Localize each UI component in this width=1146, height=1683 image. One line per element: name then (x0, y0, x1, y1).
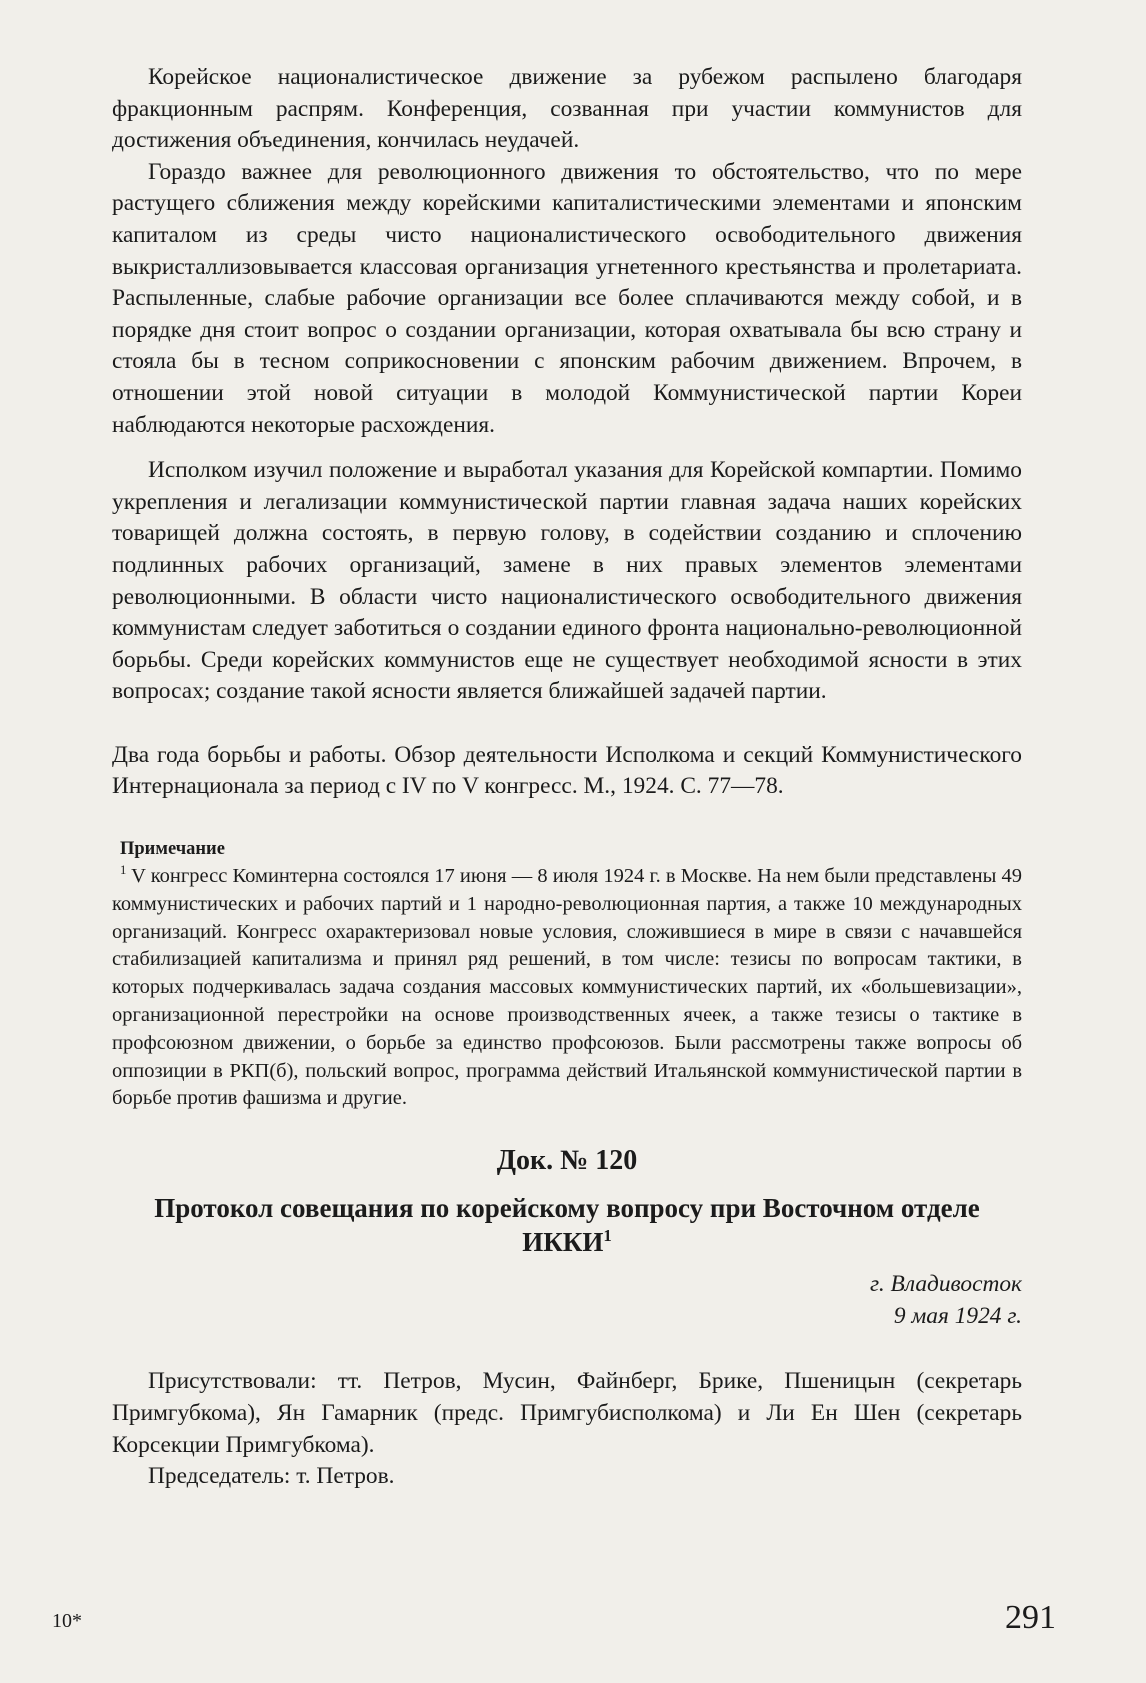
chairman-line: Председатель: т. Петров. (148, 1463, 395, 1490)
attendees-list: Присутствовали: тт. Петров, Мусин, Файнберг, Брике, Пшеницын (секретарь Примгубкома), Ян Гамарник (предс. Примгубисполкома) и Ли Ен Шен (секретарь Корсекции Примгубкома). (112, 1368, 1022, 1458)
page-content (112, 62, 1022, 1493)
document-title-text: Протокол совещания по корейскому вопросу при Восточном отделе ИККИ (154, 1193, 980, 1258)
document-title-footnote-marker: 1 (603, 1226, 612, 1246)
footnote-marker: 1 (120, 863, 127, 878)
page-number: 291 (1005, 1599, 1056, 1636)
footnote-text: V конгресс Коминтерна состоялся 17 июня — 8 июля 1924 г. в Москве. На нем были представлены 49 коммунистических и рабочих партий и 1 народно-революционная партия, а также 10 международных организаций. Конгресс охарактеризовал новые условия, сложившиеся в мире в связи с начавшейся стабилизацией капитализма и принял ряд решений, в том числе: тезисы по вопросам тактики, в которых подчеркивалась задача создания массовых коммунистических партий, их «большевизации», организационной перестройки на основе производственных ячеек, а также тезисы о тактике в профсоюзном движении, о борьбе за единство профсоюзов. Были рассмотрены также вопросы об оппозиции в РКП(б), польский вопрос, программа действий Итальянской коммунистической партии в борьбе против фашизма и другие. (112, 865, 1022, 1110)
body-paragraph-2: Гораздо важнее для революционного движения то обстоятельство, что по мере растущего сближения между корейскими капиталистическими элементами и японским капиталом из среды чисто националистического освободительного движения выкристаллизовывается классовая организация угнетенного крестьянства и пролетариата. Распыленные, слабые рабочие организации все более сплачиваются между собой, и в порядке дня стоит вопрос о создании организации, которая охватывала бы всю страну и стояла бы в тесном соприкосновении с японским рабочим движением. Впрочем, в отношении этой новой ситуации в молодой Коммунистической партии Кореи наблюдаются некоторые расхождения. (112, 158, 1022, 438)
document-number: Док. № 120 (496, 1145, 638, 1177)
document-date: 9 мая 1924 г. (893, 1302, 1022, 1329)
source-citation: Два года борьбы и работы. Обзор деятельности Исполкома и секций Коммунистического Интернационала за период с IV по V конгресс. М., 1924. С. 77—78. (112, 741, 1022, 800)
body-paragraph-3: Исполком изучил положение и выработал указания для Корейской компартии. Помимо укрепления и легализации коммунистической партии главная задача наших корейских товарищей должна состоять, в первую голову, в содействии созданию и сплочению подлинных рабочих организаций, замене в них правых элементов элементами революционными. В области чисто националистического освободительного движения коммунистам следует заботиться о создании единого фронта национально-революционной борьбы. Среди корейских коммунистов еще не существует необходимой ясности в этих вопросах; создание такой ясности является ближайшей задачей партии. (112, 457, 1022, 705)
note-heading: Примечание (120, 839, 225, 860)
document-title (112, 1191, 1022, 1259)
footnote-1 (112, 863, 1022, 1113)
printer-signature-mark: 10* (52, 1610, 82, 1632)
body-paragraph-1: Корейское националистическое движение за рубежом распылено благодаря фракционным распрям. Конференция, созванная при участии коммунистов для достижения объединения, кончилась неудачей. (112, 64, 1022, 154)
document-place: г. Владивосток (870, 1271, 1022, 1298)
